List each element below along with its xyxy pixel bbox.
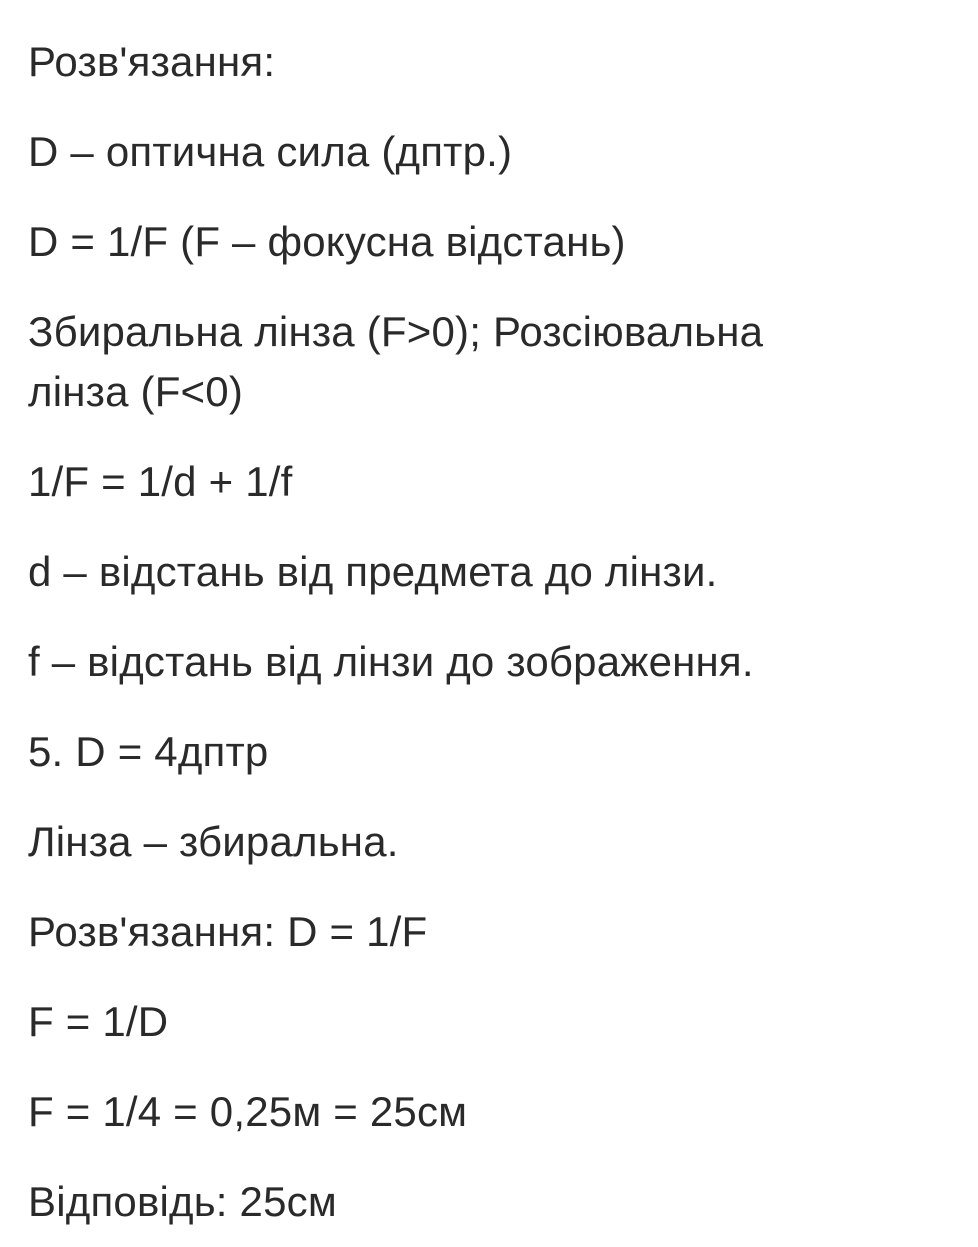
thin-lens-formula: 1/F = 1/d + 1/f — [28, 458, 293, 505]
definition-optical-power: D – оптична сила (дптр.) — [28, 128, 513, 175]
answer-line: Відповідь: 25см — [28, 1178, 337, 1225]
definition-object-distance: d – відстань від предмета до лінзи. — [28, 548, 718, 595]
lens-types-line-1: Збиральна лінза (F>0); Розсіювальна — [28, 308, 764, 355]
solution-step-3: F = 1/4 = 0,25м = 25см — [28, 1088, 468, 1135]
formula-optical-power: D = 1/F (F – фокусна відстань) — [28, 218, 626, 265]
definition-image-distance: f – відстань від лінзи до зображення. — [28, 638, 754, 685]
lens-types-line-2: лінза (F<0) — [28, 368, 244, 415]
solution-heading: Розв'язання: — [28, 38, 276, 85]
problem-given: 5. D = 4дптр — [28, 728, 269, 775]
solution-step-2: F = 1/D — [28, 998, 169, 1045]
lens-type-conclusion: Лінза – збиральна. — [28, 818, 399, 865]
solution-step-1: Розв'язання: D = 1/F — [28, 908, 428, 955]
